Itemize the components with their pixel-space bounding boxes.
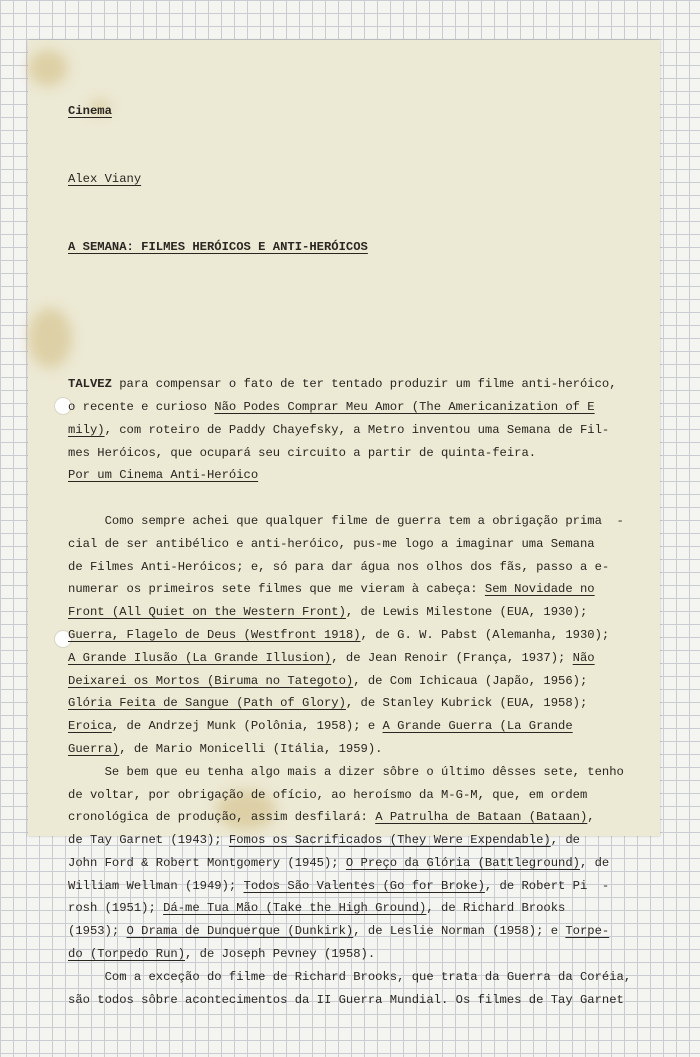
text-segment: (1953); (68, 924, 127, 939)
text-segment: cial de ser antibélico e anti-heróico, pus-me logo a imaginar uma Semana (68, 536, 595, 551)
text-line (68, 806, 636, 829)
text-segment: de voltar, por obrigação de ofício, ao heroísmo da M-G-M, que, em ordem (68, 787, 588, 802)
text-line (68, 578, 636, 601)
underlined-title: do (Torpedo Run) (68, 947, 186, 962)
document-sheet (28, 40, 660, 1007)
text-segment: , de Leslie Norman (1958); e (353, 924, 566, 939)
text-segment: cronológica de produção, assim desfilará: (68, 810, 376, 825)
underlined-title: Por um Cinema Anti-Heróico (68, 468, 259, 483)
text-line (68, 715, 636, 738)
text-line (68, 533, 636, 556)
text-segment: John Ford & Robert Montgomery (1945); (68, 855, 346, 870)
text-line (68, 670, 636, 693)
text-line (68, 875, 636, 898)
text-segment: , de (550, 833, 580, 848)
text-line (68, 761, 636, 784)
text-line (68, 966, 636, 989)
text-segment: Se bem que eu tenha algo mais a dizer sôbre o último dêsses sete, tenho (68, 764, 624, 779)
text-line (68, 464, 636, 487)
underlined-title: O Preço da Glória (Battleground) (345, 855, 580, 870)
underlined-title: Eroica (68, 719, 112, 734)
text-line (68, 373, 636, 396)
text-line (68, 647, 636, 670)
text-line (68, 852, 636, 875)
underlined-title: A Patrulha de Bataan (Bataan) (375, 810, 588, 825)
text-segment: Com a exceção do filme de Richard Brooks, que trata da Guerra da Coréia, (68, 969, 632, 984)
underlined-title: Dá-me Tua Mão (Take the High Ground) (163, 901, 427, 916)
article-body (68, 373, 636, 1011)
text-segment: , de (579, 855, 610, 870)
text-segment: Como sempre achei que qualquer filme de guerra tem a obrigação prima - (68, 513, 624, 528)
text-line (68, 829, 636, 852)
underlined-title: O Drama de Dunquerque (Dunkirk) (126, 924, 354, 939)
underlined-title: Fomos os Sacrificados (They Were Expendable) (228, 833, 551, 848)
author-name: Alex Viany (68, 171, 142, 186)
text-segment: , (587, 810, 595, 825)
underlined-title: Guerra) (68, 741, 120, 756)
underlined-title: Torpe- (565, 924, 610, 939)
underlined-title: Deixarei os Mortos (Biruma no Tategoto) (68, 673, 354, 688)
text-segment: , de Joseph Pevney (1958). (185, 947, 376, 962)
section-label: Cinema (68, 103, 112, 118)
text-line (68, 920, 636, 943)
text-line (68, 419, 636, 442)
text-segment: o recente e curioso (68, 399, 215, 414)
underlined-title: Guerra, Flagelo de Deus (Westfront 1918) (68, 627, 361, 642)
text-line (68, 784, 636, 807)
underlined-title: Todos São Valentes (Go for Broke) (243, 878, 485, 893)
text-segment: rosh (1951); (68, 901, 164, 916)
text-line (68, 738, 636, 761)
text-line (68, 989, 636, 1012)
typed-text (68, 54, 636, 1057)
article-title: A SEMANA: FILMES HERÓICOS E ANTI-HERÓICOS (68, 240, 368, 255)
text-segment: mes Heróicos, que ocupará seu circuito a partir de quinta-feira. (68, 445, 537, 460)
text-segment: TALVEZ (68, 377, 112, 392)
underlined-title: mily) (68, 422, 105, 437)
underlined-title: Não (572, 650, 595, 665)
underlined-title: A Grande Guerra (La Grande (382, 719, 573, 734)
text-segment: de Tay Garnet (1943); (68, 833, 229, 848)
text-segment: numerar os primeiros sete filmes que me vieram à cabeça: (68, 582, 485, 597)
text-line (68, 556, 636, 579)
text-segment: , de Com Ichicaua (Japão, 1956); (353, 673, 588, 688)
text-segment: , de Lewis Milestone (EUA, 1930); (345, 605, 588, 620)
text-segment: para compensar o fato de ter tentado produzir um filme anti-heróico, (111, 377, 617, 392)
underlined-title: Não Podes Comprar Meu Amor (The Americanization of E (214, 399, 595, 414)
text-line (68, 624, 636, 647)
text-line (68, 510, 636, 533)
stain (28, 50, 68, 86)
text-segment: , de Stanley Kubrick (EUA, 1958); (345, 696, 588, 711)
text-segment: , de Richard Brooks (426, 901, 566, 916)
text-line (68, 487, 636, 510)
underlined-title: Front (All Quiet on the Western Front) (68, 605, 346, 620)
text-line (68, 396, 636, 419)
stain (28, 308, 72, 368)
text-segment: , de Andrzej Munk (Polônia, 1958); e (111, 719, 383, 734)
text-segment: , com roteiro de Paddy Chayefsky, a Metro inventou uma Semana de Fil- (104, 422, 610, 437)
text-segment: , de Mario Monicelli (Itália, 1959). (119, 741, 383, 756)
text-segment: são todos sôbre acontecimentos da II Guerra Mundial. Os filmes de Tay Garnet (68, 992, 624, 1007)
text-segment: de Filmes Anti-Heróicos; e, só para dar água nos olhos dos fãs, passo a e- (68, 559, 610, 574)
text-line (68, 442, 636, 465)
text-line (68, 943, 636, 966)
text-segment: , de G. W. Pabst (Alemanha, 1930); (360, 627, 610, 642)
underlined-title: A Grande Ilusão (La Grande Illusion) (68, 650, 332, 665)
text-segment: William Wellman (1949); (68, 878, 244, 893)
underlined-title: Glória Feita de Sangue (Path of Glory) (68, 696, 346, 711)
text-segment: , de Jean Renoir (França, 1937); (331, 650, 573, 665)
underlined-title: Sem Novidade no (484, 582, 595, 597)
text-segment: , de Robert Pi - (484, 878, 610, 893)
text-line (68, 692, 636, 715)
text-line (68, 601, 636, 624)
text-line (68, 897, 636, 920)
